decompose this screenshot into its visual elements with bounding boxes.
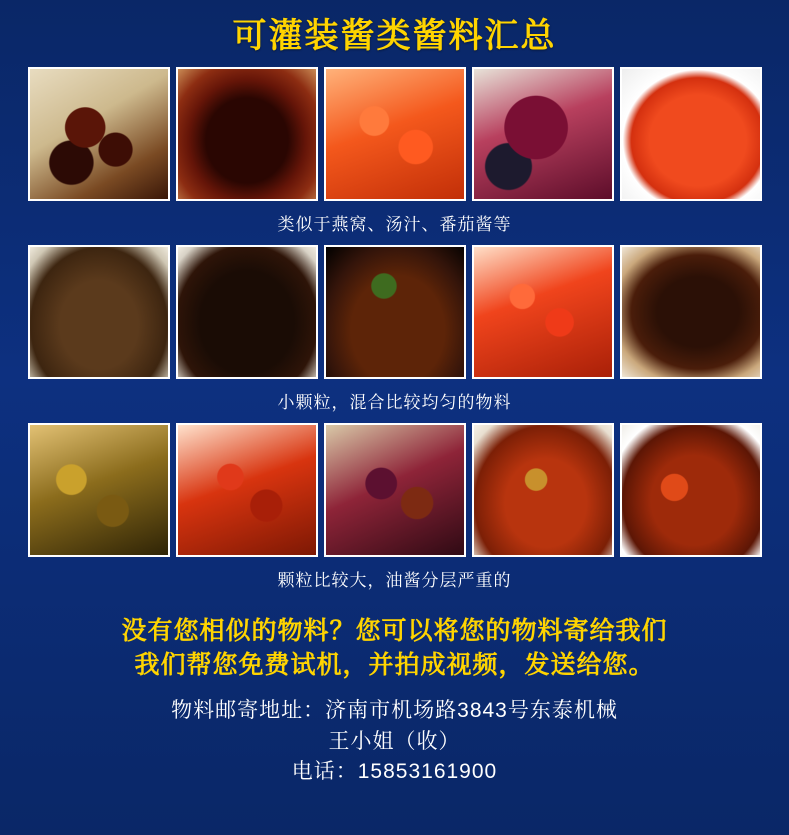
berry-sauce-bowl-icon <box>474 69 612 199</box>
dark-sauce-in-jar-icon <box>178 69 316 199</box>
promo-block <box>0 615 789 683</box>
product-image-1 <box>28 67 170 201</box>
jam-in-jar-icon <box>30 69 168 199</box>
chili-oil-with-garlic-bowl-icon <box>474 425 612 555</box>
promo-line-2: 我们帮您免费试机，并拍成视频，发送给您。 <box>134 650 655 679</box>
dark-sauce-on-spoon-icon <box>622 247 760 377</box>
row-2-caption: 小颗粒，混合比较均匀的物料 <box>277 392 512 412</box>
tomato-sauce-in-jar-icon <box>326 69 464 199</box>
product-image-12 <box>176 423 318 557</box>
contact-address: 物料邮寄地址：济南市机场路3843号东泰机械 <box>171 699 618 723</box>
product-image-8 <box>324 245 466 379</box>
product-image-13 <box>324 423 466 557</box>
product-image-5 <box>620 67 762 201</box>
red-chopped-chili-jar-icon <box>474 247 612 377</box>
product-image-14 <box>472 423 614 557</box>
product-image-3 <box>324 67 466 201</box>
chunky-chili-sauce-bowl-icon <box>622 425 760 555</box>
herb-chili-paste-jar-icon <box>326 247 464 377</box>
product-image-10 <box>620 245 762 379</box>
ketchup-in-white-bowl-icon <box>622 69 760 199</box>
product-image-2 <box>176 67 318 201</box>
image-row-1 <box>0 67 789 201</box>
product-image-11 <box>28 423 170 557</box>
product-image-7 <box>176 245 318 379</box>
contact-receiver: 王小姐（收） <box>328 729 461 753</box>
product-image-9 <box>472 245 614 379</box>
image-row-2 <box>0 245 789 379</box>
red-chili-oil-sauce-icon <box>178 425 316 555</box>
mixed-grain-chili-jar-icon <box>326 425 464 555</box>
brown-paste-in-jar-icon <box>30 247 168 377</box>
product-image-6 <box>28 245 170 379</box>
product-image-4 <box>472 67 614 201</box>
row-1-caption: 类似于燕窝、汤汁、番茄酱等 <box>277 214 512 234</box>
dark-chili-paste-jar-icon <box>178 247 316 377</box>
golden-oil-chunky-sauce-icon <box>30 425 168 555</box>
row-3-caption: 颗粒比较大，油酱分层严重的 <box>277 570 512 590</box>
product-image-15 <box>620 423 762 557</box>
contact-phone: 电话：15853161900 <box>291 760 498 784</box>
page-title: 可灌装酱类酱料汇总 <box>232 17 557 55</box>
image-row-3 <box>0 423 789 557</box>
contact-block <box>0 696 789 787</box>
promo-line-1: 没有您相似的物料？您可以将您的物料寄给我们 <box>121 616 668 645</box>
